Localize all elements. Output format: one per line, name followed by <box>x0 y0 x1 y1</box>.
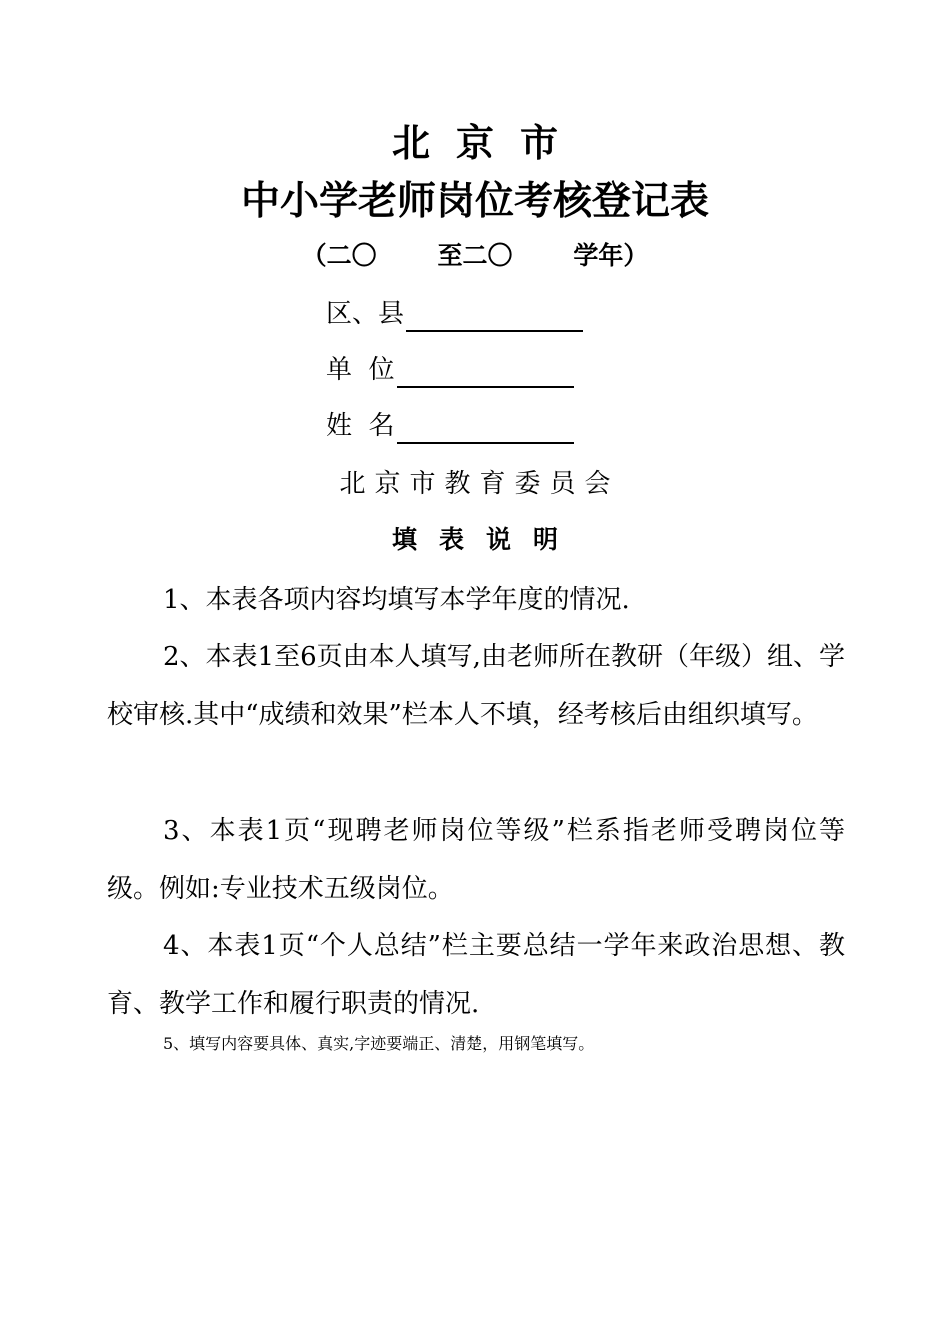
name-field <box>326 408 574 444</box>
form-title: 中小学老师岗位考核登记表 <box>240 179 709 224</box>
instruction-item-1: 1、本表各项内容均填写本学年度的情况. <box>163 585 630 615</box>
unit-blank <box>397 356 574 388</box>
city-title: 北京市 <box>391 121 584 165</box>
instruction-item-3: 3、本表1页“现聘老师岗位等级”栏系指老师受聘岗位等级。例如:专业技术五级岗位。 <box>107 816 845 904</box>
unit-label: 单 位 <box>326 355 395 385</box>
name-label: 姓 名 <box>326 411 395 441</box>
instruction-item-4: 4、本表1页“个人总结”栏主要总结一学年来政治思想、教育、教学工作和履行职责的情况. <box>107 931 845 1019</box>
school-year-line: （二〇 至二〇 学年） <box>301 241 649 270</box>
instruction-item-2: 2、本表1至6页由本人填写,由老师所在教研（年级）组、学校审核.其中“成绩和效果”栏本人不填，经考核后由组织填写。 <box>107 642 845 730</box>
instructions-heading: 填表说明 <box>391 525 580 554</box>
issuer: 北京市教育委员会 <box>339 469 620 499</box>
name-blank <box>397 412 574 444</box>
district-blank <box>406 300 583 332</box>
district-field <box>326 296 583 332</box>
unit-field <box>326 352 574 388</box>
instruction-item-5: 5、填写内容要具体、真实,字迹要端正、清楚，用钢笔填写。 <box>163 1034 595 1053</box>
district-label: 区、县 <box>326 299 405 329</box>
